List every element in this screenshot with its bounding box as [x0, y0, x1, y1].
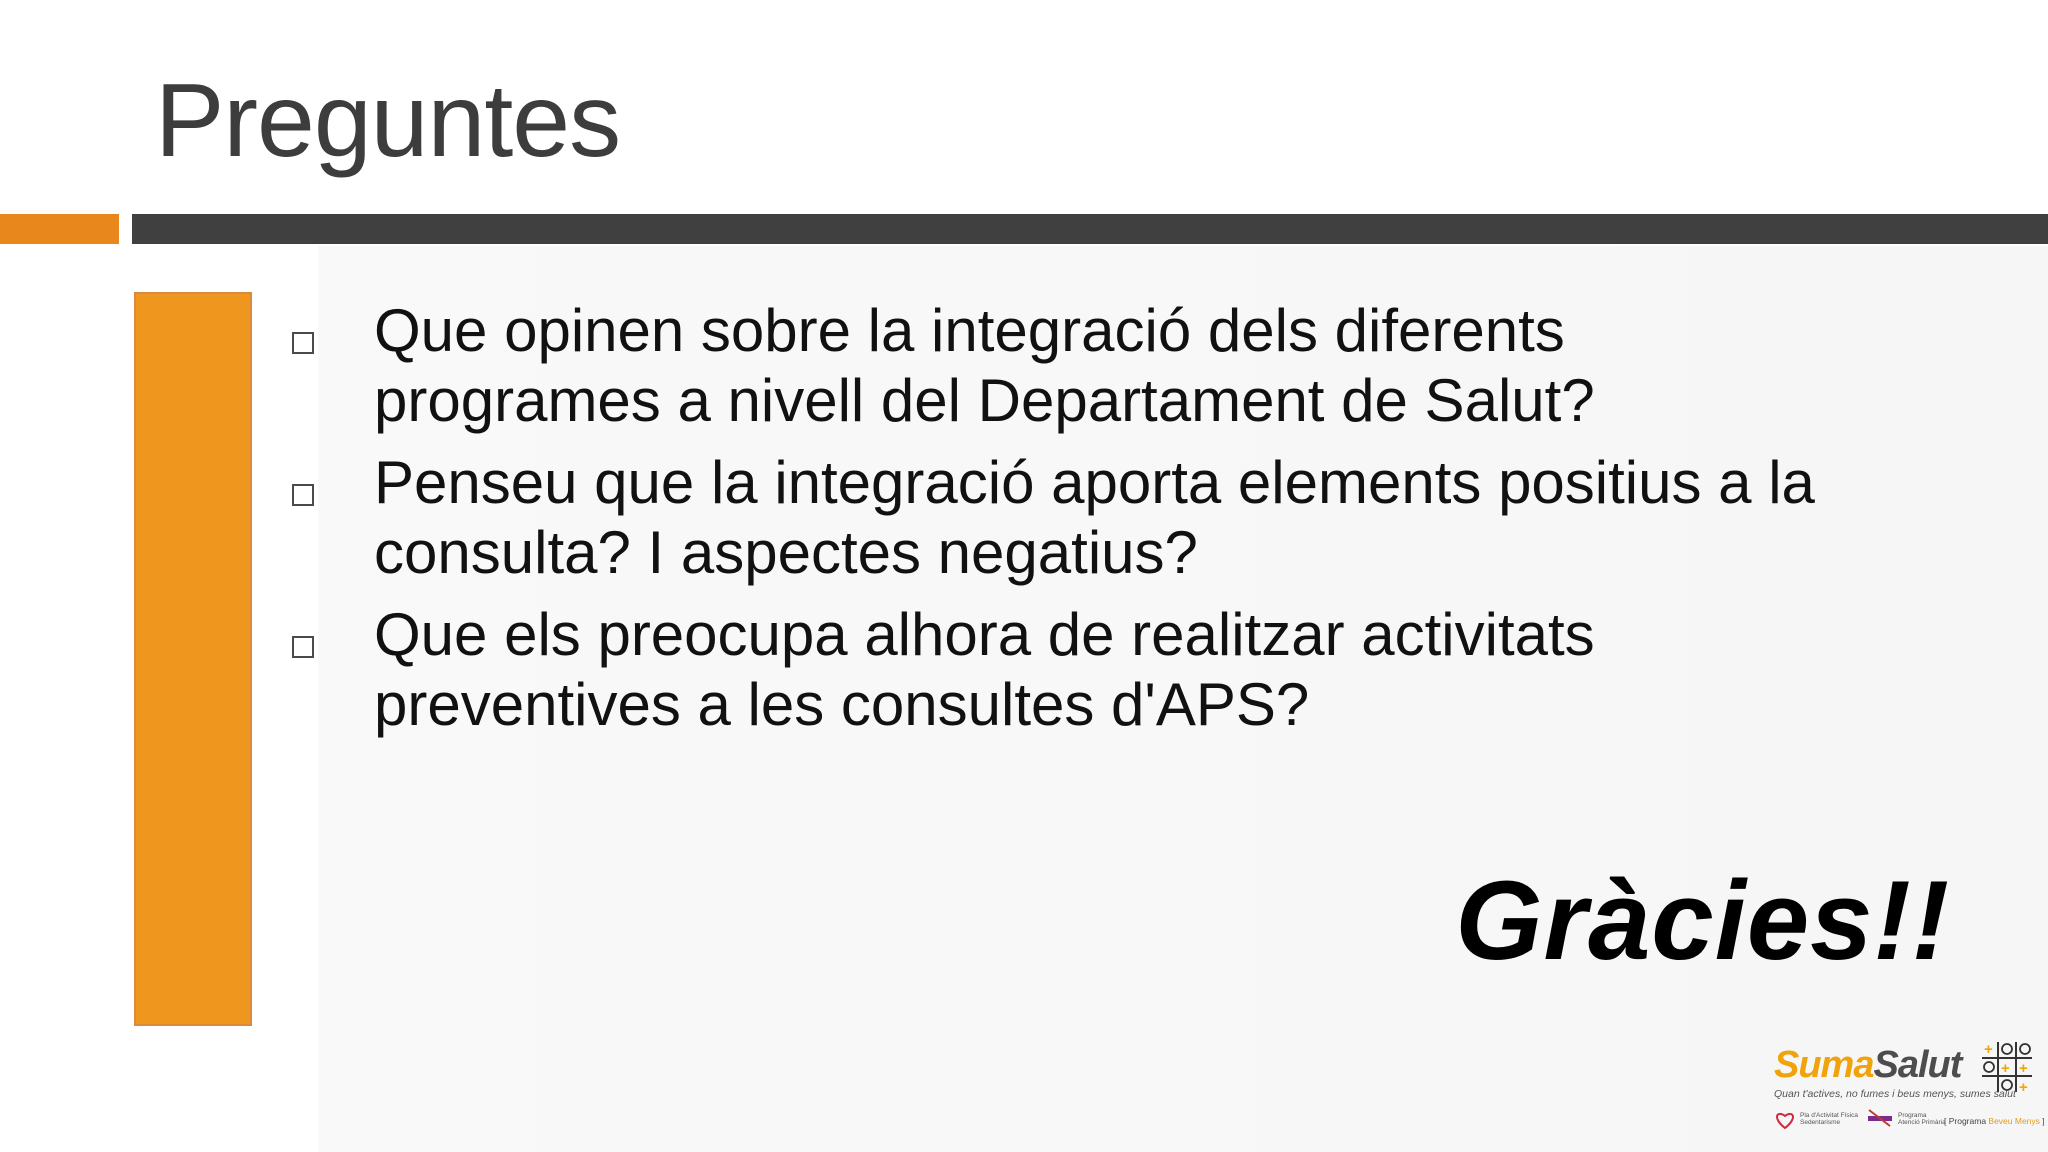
logo-word-suma: Suma: [1774, 1044, 1874, 1086]
question-item: [290, 600, 1950, 740]
partner-label: [1898, 1112, 1946, 1126]
tobacco-program-icon: [1866, 1108, 1894, 1128]
beveu-open: [ Programa: [1944, 1116, 1989, 1126]
partner-line: Atenció Primària: [1898, 1119, 1946, 1127]
partner-logos: [1774, 1106, 2036, 1146]
thanks-text: Gràcies!!: [1455, 858, 1950, 983]
sumasalut-logo: [1768, 1038, 2045, 1148]
question-list: [290, 296, 1950, 752]
slide-title: Preguntes: [155, 63, 621, 179]
beveu-close: ]: [2039, 1116, 2045, 1126]
beveu-menys-label: [1944, 1116, 2045, 1126]
question-text: [374, 448, 1815, 588]
svg-text:+: +: [2001, 1060, 2010, 1077]
square-bullet-icon: [292, 636, 314, 658]
question-line: preventives a les consultes d'APS?: [374, 671, 1310, 738]
title-accent-gray-bar: [132, 214, 2048, 244]
question-item: [290, 296, 1950, 436]
square-bullet-icon: [292, 484, 314, 506]
side-orange-block: [134, 292, 252, 1026]
logo-wordmark: [1774, 1044, 1961, 1087]
square-bullet-icon: [292, 332, 314, 354]
logo-tagline: Quan t'actives, no fumes i beus menys, sumes salut: [1774, 1088, 2016, 1100]
question-line: Que els preocupa alhora de realitzar activitats: [374, 601, 1595, 668]
svg-text:+: +: [2019, 1060, 2028, 1077]
svg-text:+: +: [1984, 1041, 1993, 1058]
logo-word-salut: Salut: [1873, 1044, 1962, 1086]
question-line: Que opinen sobre la integració dels diferents: [374, 297, 1565, 364]
partner-line: Pla d'Activitat Física: [1800, 1112, 1858, 1119]
question-text: [374, 296, 1595, 436]
question-item: [290, 448, 1950, 588]
partner-label: [1800, 1112, 1858, 1126]
question-line: programes a nivell del Departament de Salut?: [374, 367, 1595, 434]
question-line: Penseu que la integració aporta elements positius a la: [374, 449, 1815, 516]
question-line: consulta? I aspectes negatius?: [374, 519, 1198, 586]
title-accent-orange-bar: [0, 214, 119, 244]
partner-line: Sedentarisme: [1800, 1119, 1841, 1127]
svg-text:+: +: [2019, 1079, 2028, 1096]
beveu-highlight: Beveu Menys: [1988, 1116, 2040, 1126]
partner-line: Programa: [1898, 1112, 1927, 1119]
heart-icon: [1774, 1110, 1796, 1130]
question-text: [374, 600, 1595, 740]
